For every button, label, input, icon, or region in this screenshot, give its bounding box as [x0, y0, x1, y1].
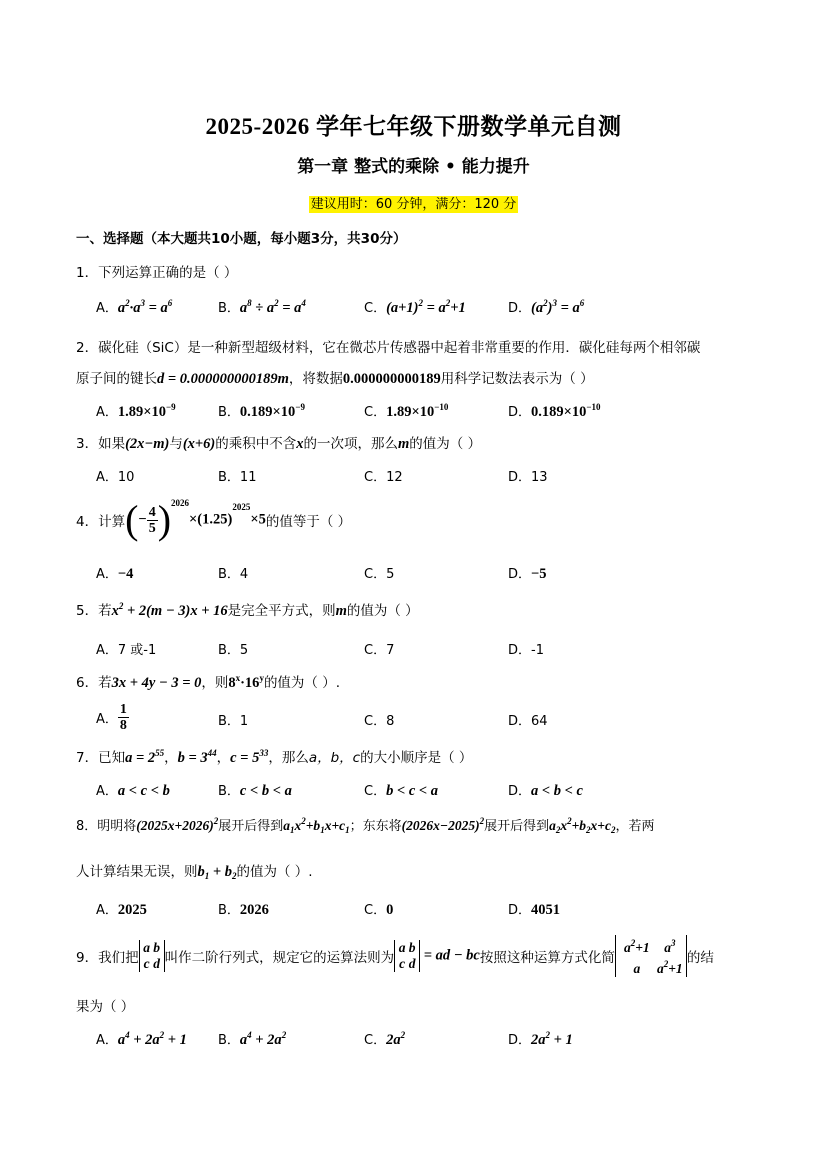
question-2-line-2: 原子间的键长d = 0.000000000189m，将数据0.000000000189用科学记数法表示为（ ） — [76, 371, 594, 387]
q3-option-a[interactable]: A．10 — [96, 470, 135, 485]
q4-option-d[interactable]: D．−5 — [508, 566, 547, 582]
q5-option-c[interactable]: C．7 — [364, 643, 395, 658]
time-score-hint — [0, 193, 827, 212]
q4-option-a[interactable]: A．−4 — [96, 566, 134, 582]
q2-option-b[interactable]: B．$0.189\times 10^{-9}$ — [218, 402, 305, 420]
q9-determinant-symbol: a b c d — [139, 940, 165, 972]
question-9-line-2: 果为（ ） — [76, 999, 135, 1015]
q8-option-b[interactable]: B．2026 — [218, 902, 269, 918]
time-score-highlight: 建议用时：60 分钟，满分：120 分 — [310, 197, 517, 212]
question-1-stem: 1．下列运算正确的是（ ） — [76, 265, 238, 281]
question-4-stem: 4．计算(− $\frac{4}{5}$ )$^{2026}\times(1.25)^{2025}\times 5$的值等于（ ） — [76, 497, 352, 542]
question-3-stem: 3．如果(2x−m)与(x+6)的乘积中不含x的一次项，那么m的值为（ ） — [76, 436, 482, 452]
q2-option-d[interactable]: D．$0.189\times 10^{-10}$ — [508, 402, 601, 420]
q3-option-b[interactable]: B．11 — [218, 470, 257, 485]
q7-option-a[interactable]: A．a < c < b — [96, 783, 170, 799]
q1-option-b[interactable]: B．$a^8 \div a^2 = a^4$ — [218, 298, 306, 316]
exam-title: 2025-2026 学年七年级下册数学单元自测 — [205, 114, 622, 139]
q2-option-c[interactable]: C．$1.89\times 10^{-10}$ — [364, 402, 449, 420]
q9-determinant-rule: a b c d — [394, 940, 420, 972]
q7-option-d[interactable]: D．a < b < c — [508, 783, 583, 799]
q8-option-c[interactable]: C．0 — [364, 902, 394, 918]
question-2-line-1: 2．碳化硅（SiC）是一种新型超级材料，它在微芯片传感器中起着非常重要的作用．碳化硅每两个相邻碳 — [76, 340, 701, 356]
q6-option-a[interactable]: A． $\frac{1}{8}$ — [96, 702, 127, 733]
q3-option-c[interactable]: C．12 — [364, 470, 403, 485]
q3-option-d[interactable]: D．13 — [508, 470, 548, 485]
q5-option-b[interactable]: B．5 — [218, 643, 249, 658]
q9-option-d[interactable]: D．$2a^2 + 1$ — [508, 1030, 573, 1048]
q4-fraction: $\frac{4}{5}$ — [148, 504, 156, 536]
q6-option-c[interactable]: C．8 — [364, 714, 395, 729]
question-9-line-1: 9．我们把 a b c d 叫作二阶行列式，规定它的运算法则为 a b c d = ad − bc按照这种运算方式化简 $a^2+1$ $a^3$ a $a^2+1$ 的结 — [76, 935, 714, 977]
q6-option-d[interactable]: D．64 — [508, 714, 548, 729]
question-6-stem: 6．若3x + 4y − 3 = 0，则$8^x\cdot 16^y$的值为（ ）. — [76, 673, 341, 691]
q8-option-a[interactable]: A．2025 — [96, 902, 147, 918]
question-5-stem: 5．若$x^2 + 2(m - 3)x + 16$是完全平方式，则m的值为（ ） — [76, 601, 419, 619]
q5-option-d[interactable]: D．-1 — [508, 643, 544, 658]
question-7-stem: 7．已知$a = 2^{55}$，$b = 3^{44}$，$c = 5^{33}$，那么a，b，c的大小顺序是（ ） — [76, 748, 473, 766]
section-heading: 一、选择题（本大题共10小题，每小题3分，共30分） — [76, 231, 407, 247]
question-8-line-1: 8．明明将$(2025x+2026)^2$展开后得到$a_1x^2+b_1x+c_1$；东东将$(2026x-2025)^2$展开后得到$a_2x^2+b_2x+c_2$，若两 — [76, 816, 655, 835]
q4-option-b[interactable]: B．4 — [218, 567, 249, 582]
q9-option-b[interactable]: B．$a^4 + 2a^2$ — [218, 1030, 287, 1048]
q1-option-a[interactable]: A．$a^2\cdot a^3 = a^6$ — [96, 298, 173, 316]
q9-determinant-expression: $a^2+1$ $a^3$ a $a^2+1$ — [615, 935, 687, 977]
q1-option-c[interactable]: C．$(a+1)^2 = a^2+1$ — [364, 298, 466, 316]
q8-option-d[interactable]: D．4051 — [508, 902, 561, 918]
q6-option-b[interactable]: B．1 — [218, 714, 249, 729]
question-8-line-2: 人计算结果无误，则$b_1 + b_2$的值为（ ）. — [76, 864, 313, 881]
q4-option-c[interactable]: C．5 — [364, 567, 395, 582]
q7-option-b[interactable]: B．c < b < a — [218, 783, 292, 799]
chapter-subtitle: 第一章 整式的乘除 • 能力提升 — [297, 157, 530, 177]
q9-option-c[interactable]: C．$2a^2$ — [364, 1030, 406, 1048]
q2-option-a[interactable]: A．$1.89\times 10^{-9}$ — [96, 402, 176, 420]
q5-option-a[interactable]: A．7 或-1 — [96, 643, 157, 658]
q1-option-d[interactable]: D．$(a^2)^3 = a^6$ — [508, 298, 585, 316]
q7-option-c[interactable]: C．b < c < a — [364, 783, 439, 799]
q9-option-a[interactable]: A．$a^4 + 2a^2 + 1$ — [96, 1030, 187, 1048]
